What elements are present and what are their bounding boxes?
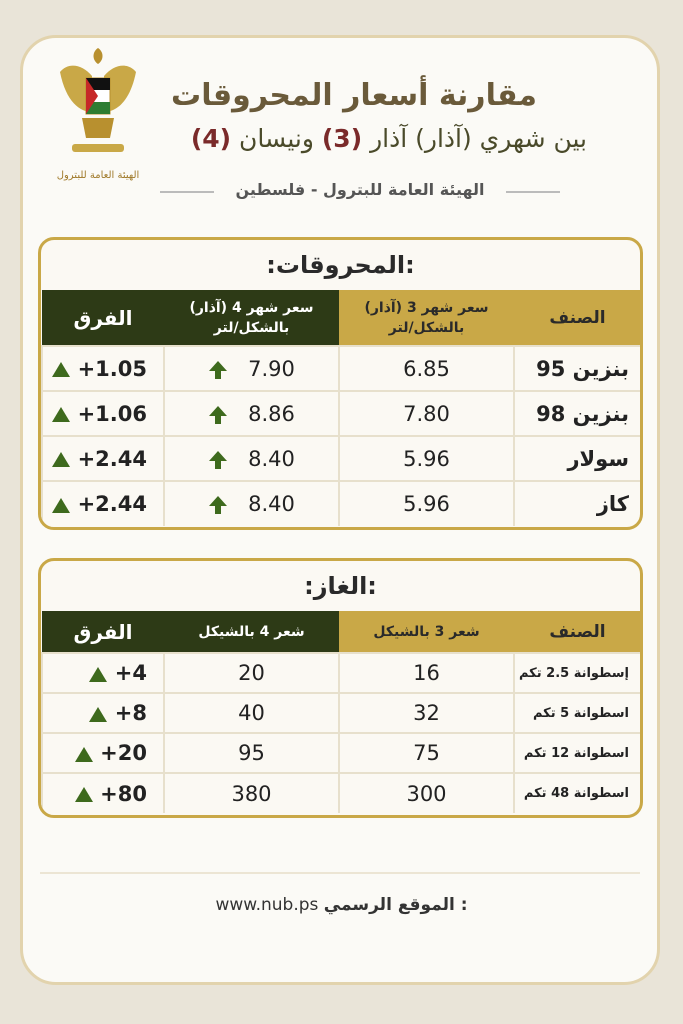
april-value: 20: [164, 653, 339, 693]
fuels-heading: :المحروقات:: [266, 251, 415, 279]
diff-value: +2.44: [77, 492, 147, 516]
april-cell: [164, 391, 339, 436]
table-row: [42, 773, 641, 813]
subtitle-part2: ونيسان: [231, 124, 322, 153]
eagle-emblem-icon: [52, 42, 144, 166]
march-value: 75: [339, 733, 514, 773]
subtitle-month3: (3): [321, 124, 363, 153]
diff-cell: [42, 481, 164, 526]
fuels-table: [41, 290, 641, 526]
april-value: 380: [164, 773, 339, 813]
arrow-up-icon: [208, 495, 228, 515]
diff-cell: [42, 653, 164, 693]
diff-value: +80: [100, 781, 147, 806]
gas-table: [41, 611, 641, 813]
org-line: الهيئة العامة للبترول - فلسطين: [160, 180, 560, 199]
fuels-col-april: سعر شهر 4 (آذار) بالشكل/لتر: [164, 290, 339, 346]
diff-value: +1.06: [77, 401, 147, 426]
april-value: 40: [164, 693, 339, 733]
march-value: 5.96: [339, 436, 514, 481]
triangle-up-icon: [52, 407, 70, 422]
arrow-up-icon: [208, 450, 228, 470]
table-row: [42, 653, 641, 693]
table-row: [42, 346, 641, 391]
triangle-up-icon: [75, 787, 93, 802]
emblem-label: الهيئة العامة للبترول: [56, 170, 140, 181]
april-value: 8.86: [248, 401, 295, 426]
subtitle-part1: بين شهري (آذار) آذار: [362, 124, 587, 153]
page-subtitle: [191, 124, 587, 153]
gas-col-april: شعر 4 بالشيكل: [164, 611, 339, 653]
gas-col-diff: الفرق: [42, 611, 164, 653]
april-cell: [164, 436, 339, 481]
table-row: [42, 733, 641, 773]
table-row: [42, 481, 641, 526]
fuels-col-march: سعر شهر 3 (آذار) بالشكل/لتر: [339, 290, 514, 346]
footer: [0, 895, 683, 915]
category-name: اسطوانة 12 تكم: [514, 733, 641, 773]
march-value: 300: [339, 773, 514, 813]
triangle-up-icon: [89, 667, 107, 682]
march-value: 32: [339, 693, 514, 733]
page-title: مقارنة أسعار المحروقات: [171, 78, 537, 113]
fuels-col-diff: الفرق: [42, 290, 164, 346]
category-name: كاز: [514, 481, 641, 526]
website-url[interactable]: www.nub.ps: [215, 895, 319, 915]
march-value: 5.96: [339, 481, 514, 526]
april-value: 8.40: [248, 492, 295, 516]
gas-col-march: شعر 3 بالشيكل: [339, 611, 514, 653]
category-name: اسطوانة 48 تكم: [514, 773, 641, 813]
diff-value: +8: [114, 701, 147, 725]
diff-cell: [42, 391, 164, 436]
april-value: 7.90: [248, 356, 295, 381]
gas-table-box: [38, 558, 643, 818]
arrow-up-icon: [208, 405, 228, 425]
gas-col-category: الصنف: [514, 611, 641, 653]
april-value: 8.40: [248, 446, 295, 471]
diff-cell: [42, 436, 164, 481]
diff-value: +20: [100, 741, 147, 765]
gas-header-row: [42, 611, 641, 653]
triangle-up-icon: [89, 707, 107, 722]
diff-cell: [42, 733, 164, 773]
diff-value: +4: [114, 661, 147, 685]
diff-cell: [42, 693, 164, 733]
fuels-table-box: [38, 237, 643, 530]
category-name: بنزين 95: [514, 346, 641, 391]
table-row: [42, 693, 641, 733]
diff-cell: [42, 346, 164, 391]
march-value: 16: [339, 653, 514, 693]
april-cell: [164, 346, 339, 391]
category-name: اسطوانة 5 تكم: [514, 693, 641, 733]
triangle-up-icon: [52, 498, 70, 513]
subtitle-month4: (4): [190, 124, 232, 153]
diff-value: +2.44: [77, 446, 147, 471]
category-name: إسطوانة 2.5 تكم: [514, 653, 641, 693]
triangle-up-icon: [52, 362, 70, 377]
table-row: [42, 436, 641, 481]
march-value: 6.85: [339, 346, 514, 391]
triangle-up-icon: [52, 452, 70, 467]
march-value: 7.80: [339, 391, 514, 436]
table-row: [42, 391, 641, 436]
triangle-up-icon: [75, 747, 93, 762]
fuels-header-row: [42, 290, 641, 346]
category-name: سولار: [514, 436, 641, 481]
april-value: 95: [164, 733, 339, 773]
april-cell: [164, 481, 339, 526]
footer-divider: [40, 872, 640, 874]
diff-value: +1.05: [77, 356, 147, 381]
website-label: الموقع الرسمي :: [323, 895, 468, 915]
fuels-col-category: الصنف: [514, 290, 641, 346]
arrow-up-icon: [208, 360, 228, 380]
diff-cell: [42, 773, 164, 813]
category-name: بنزين 98: [514, 391, 641, 436]
gas-heading: :الغاز:: [304, 572, 377, 600]
